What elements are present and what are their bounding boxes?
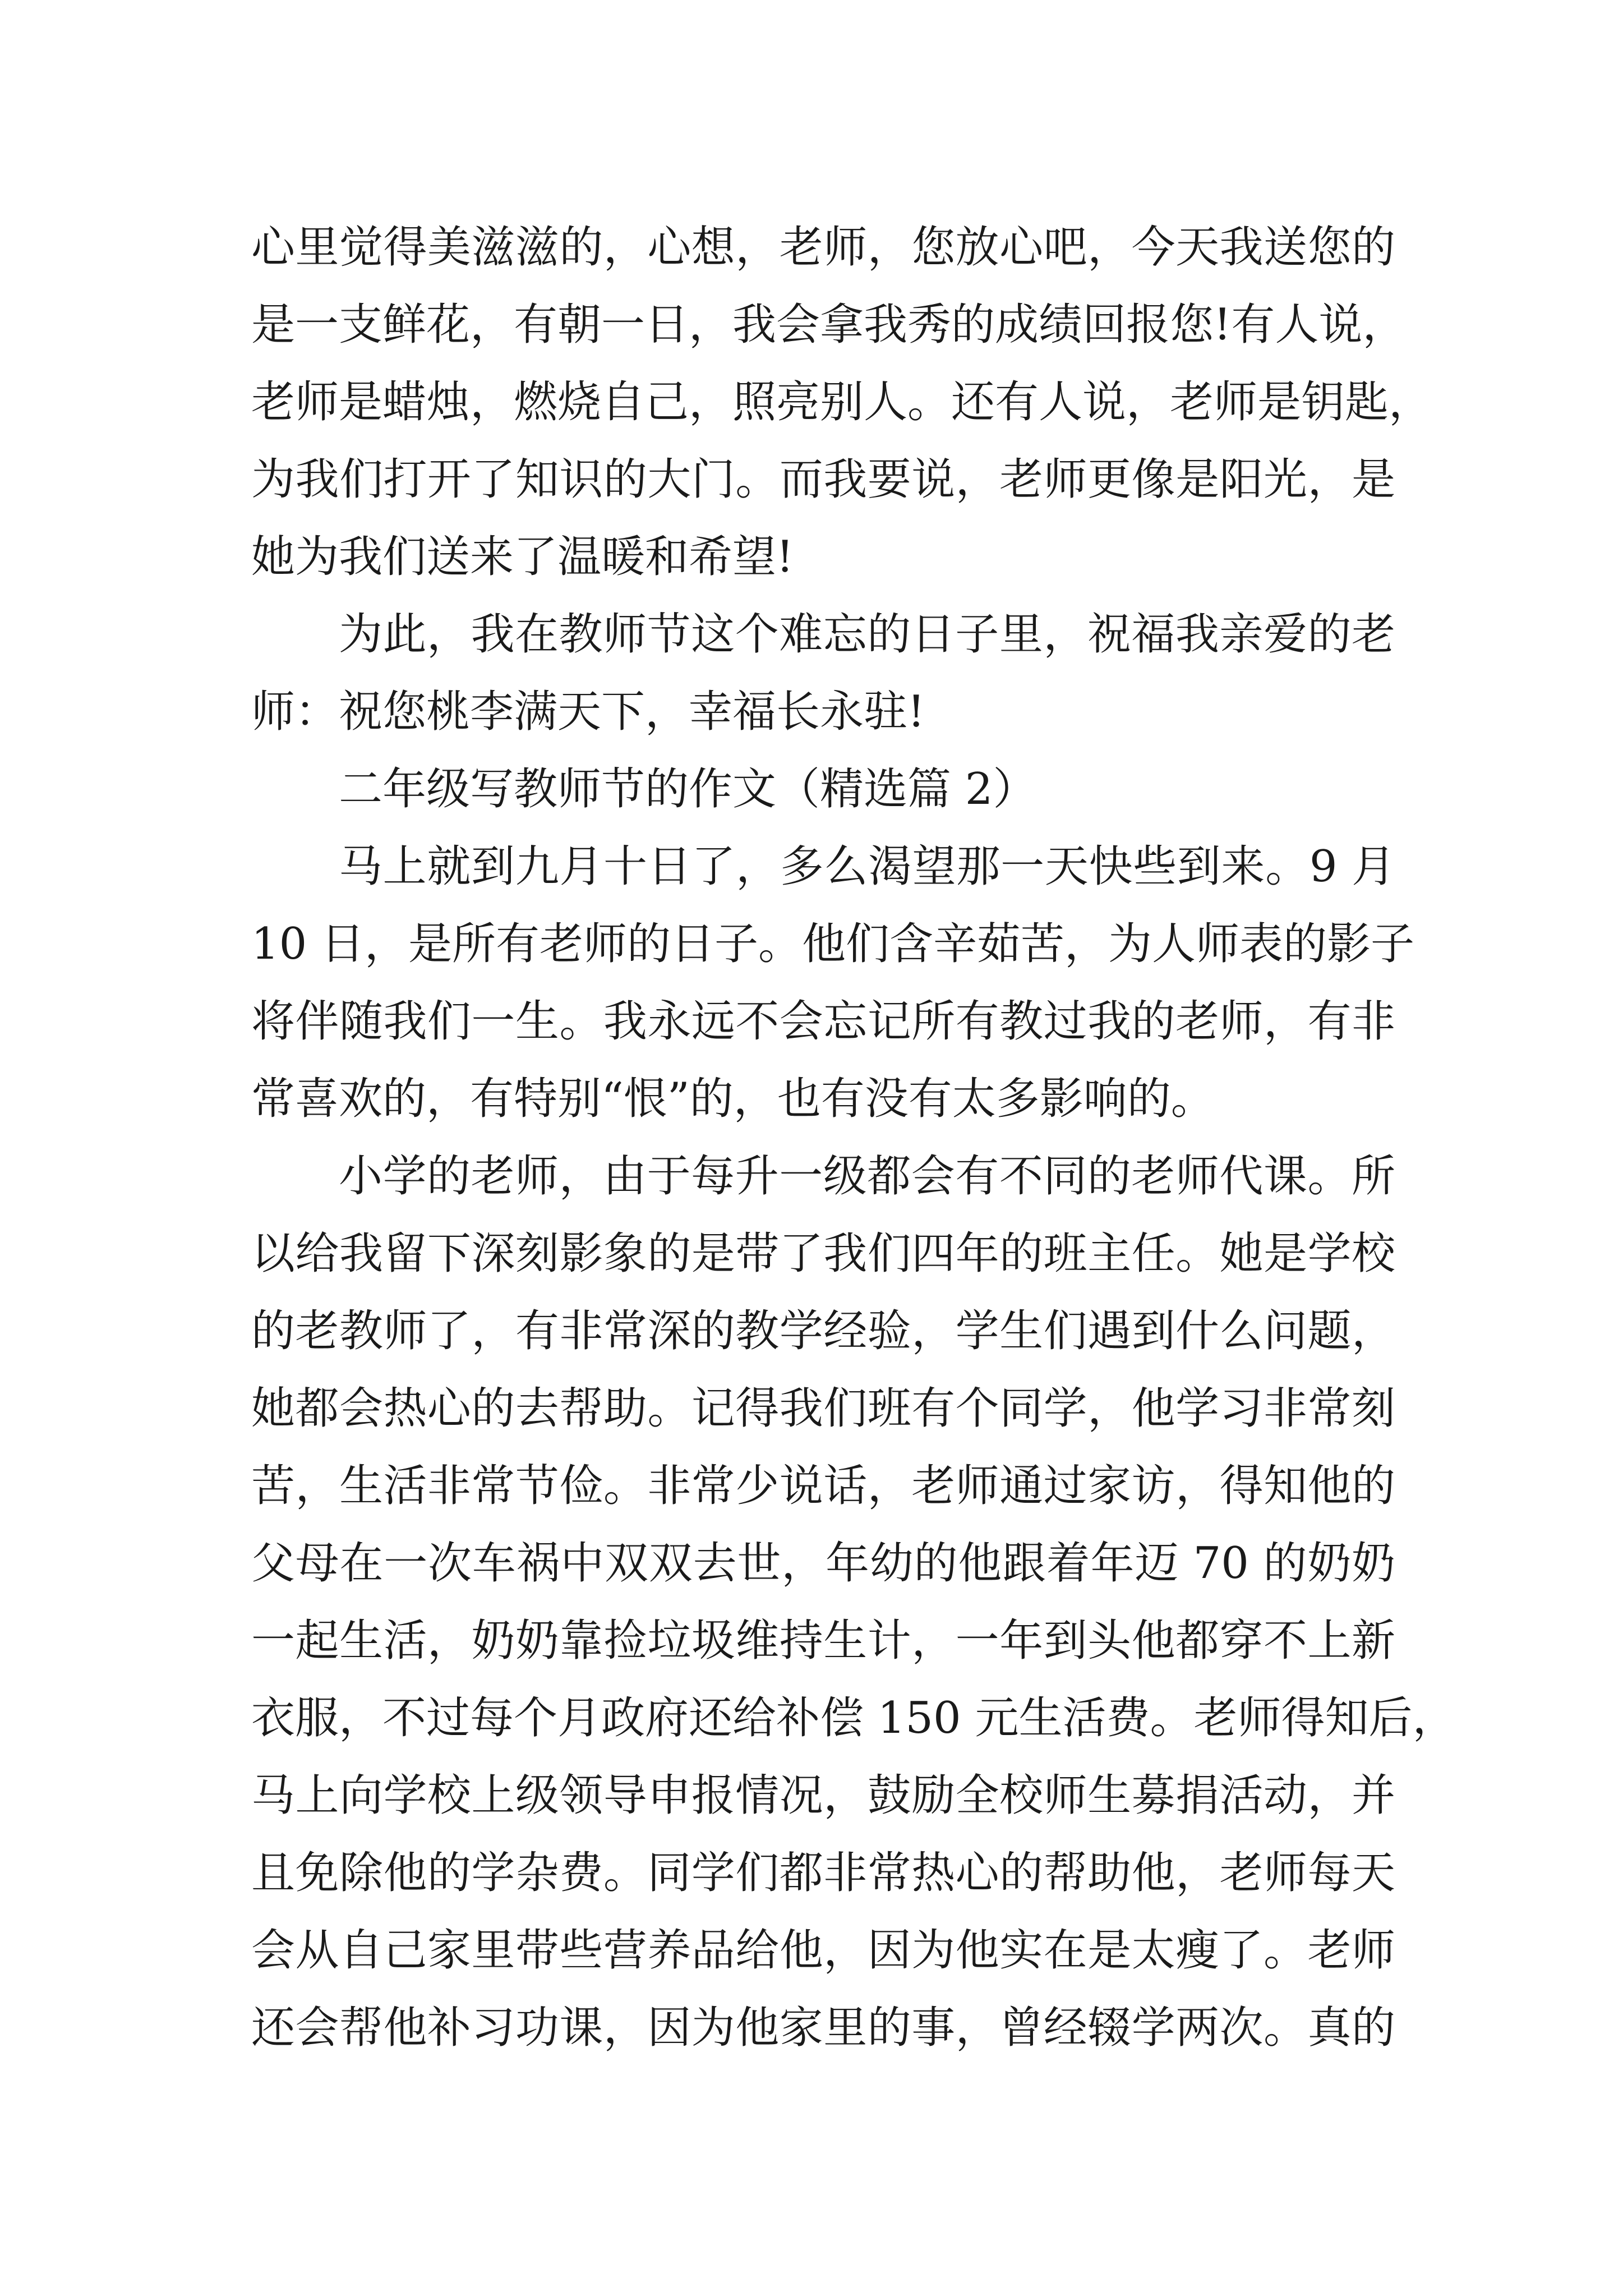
section-heading: 二年级写教师节的作文（精选篇 2）: [339, 764, 1037, 815]
text-line: 10 日，是所有老师的日子。他们含辛茹苦，为人师表的影子: [251, 919, 1415, 969]
text-line: 会从自己家里带些营养品给他，因为他实在是太瘦了。老师: [251, 1925, 1395, 1976]
text-line: 一起生活，奶奶靠捡垃圾维持生计，一年到头他都穿不上新: [251, 1616, 1395, 1666]
text-line: 衣服，不过每个月政府还给补偿 150 元生活费。老师得知后，: [251, 1693, 1456, 1743]
text-line: 为我们打开了知识的大门。而我要说，老师更像是阳光，是: [251, 454, 1395, 505]
text-line: 还会帮他补习功课，因为他家里的事，曾经辍学两次。真的: [251, 2003, 1395, 2053]
essay-body: [251, 209, 1456, 2067]
text-line: 是一支鲜花，有朝一日，我会拿我秀的成绩回报您!有人说，: [251, 300, 1407, 350]
text-line: 她都会热心的去帮助。记得我们班有个同学，他学习非常刻: [251, 1383, 1395, 1434]
text-line: 的老教师了，有非常深的教学经验，学生们遇到什么问题，: [251, 1306, 1395, 1356]
text-line: 马上向学校上级领导申报情况，鼓励全校师生募捐活动，并: [251, 1770, 1395, 1821]
text-line: 苦，生活非常节俭。非常少说话，老师通过家访，得知他的: [251, 1461, 1395, 1511]
text-line: 心里觉得美滋滋的，心想，老师，您放心吧，今天我送您的: [251, 222, 1395, 273]
text-line: 老师是蜡烛，燃烧自己，照亮别人。还有人说，老师是钥匙，: [251, 377, 1433, 427]
text-line: 将伴随我们一生。我永远不会忘记所有教过我的老师，有非: [251, 996, 1395, 1047]
text-line: 父母在一次车祸中双双去世，年幼的他跟着年迈 70 的奶奶: [251, 1538, 1395, 1589]
paragraph-start-line: 小学的老师，由于每升一级都会有不同的老师代课。所: [339, 1151, 1395, 1202]
text-line: 以给我留下深刻影象的是带了我们四年的班主任。她是学校: [251, 1228, 1395, 1279]
paragraph-start-line: 马上就到九月十日了，多么渴望那一天快些到来。9 月: [339, 841, 1395, 892]
text-line: 师：祝您桃李满天下，幸福长永驻!: [251, 687, 925, 737]
text-line: 且免除他的学杂费。同学们都非常热心的帮助他，老师每天: [251, 1848, 1395, 1898]
text-line: 常喜欢的，有特别“恨”的，也有没有太多影响的。: [251, 1074, 1215, 1124]
text-line: 她为我们送来了温暖和希望!: [251, 532, 794, 582]
paragraph-start-line: 为此，我在教师节这个难忘的日子里，祝福我亲爱的老: [339, 609, 1395, 660]
